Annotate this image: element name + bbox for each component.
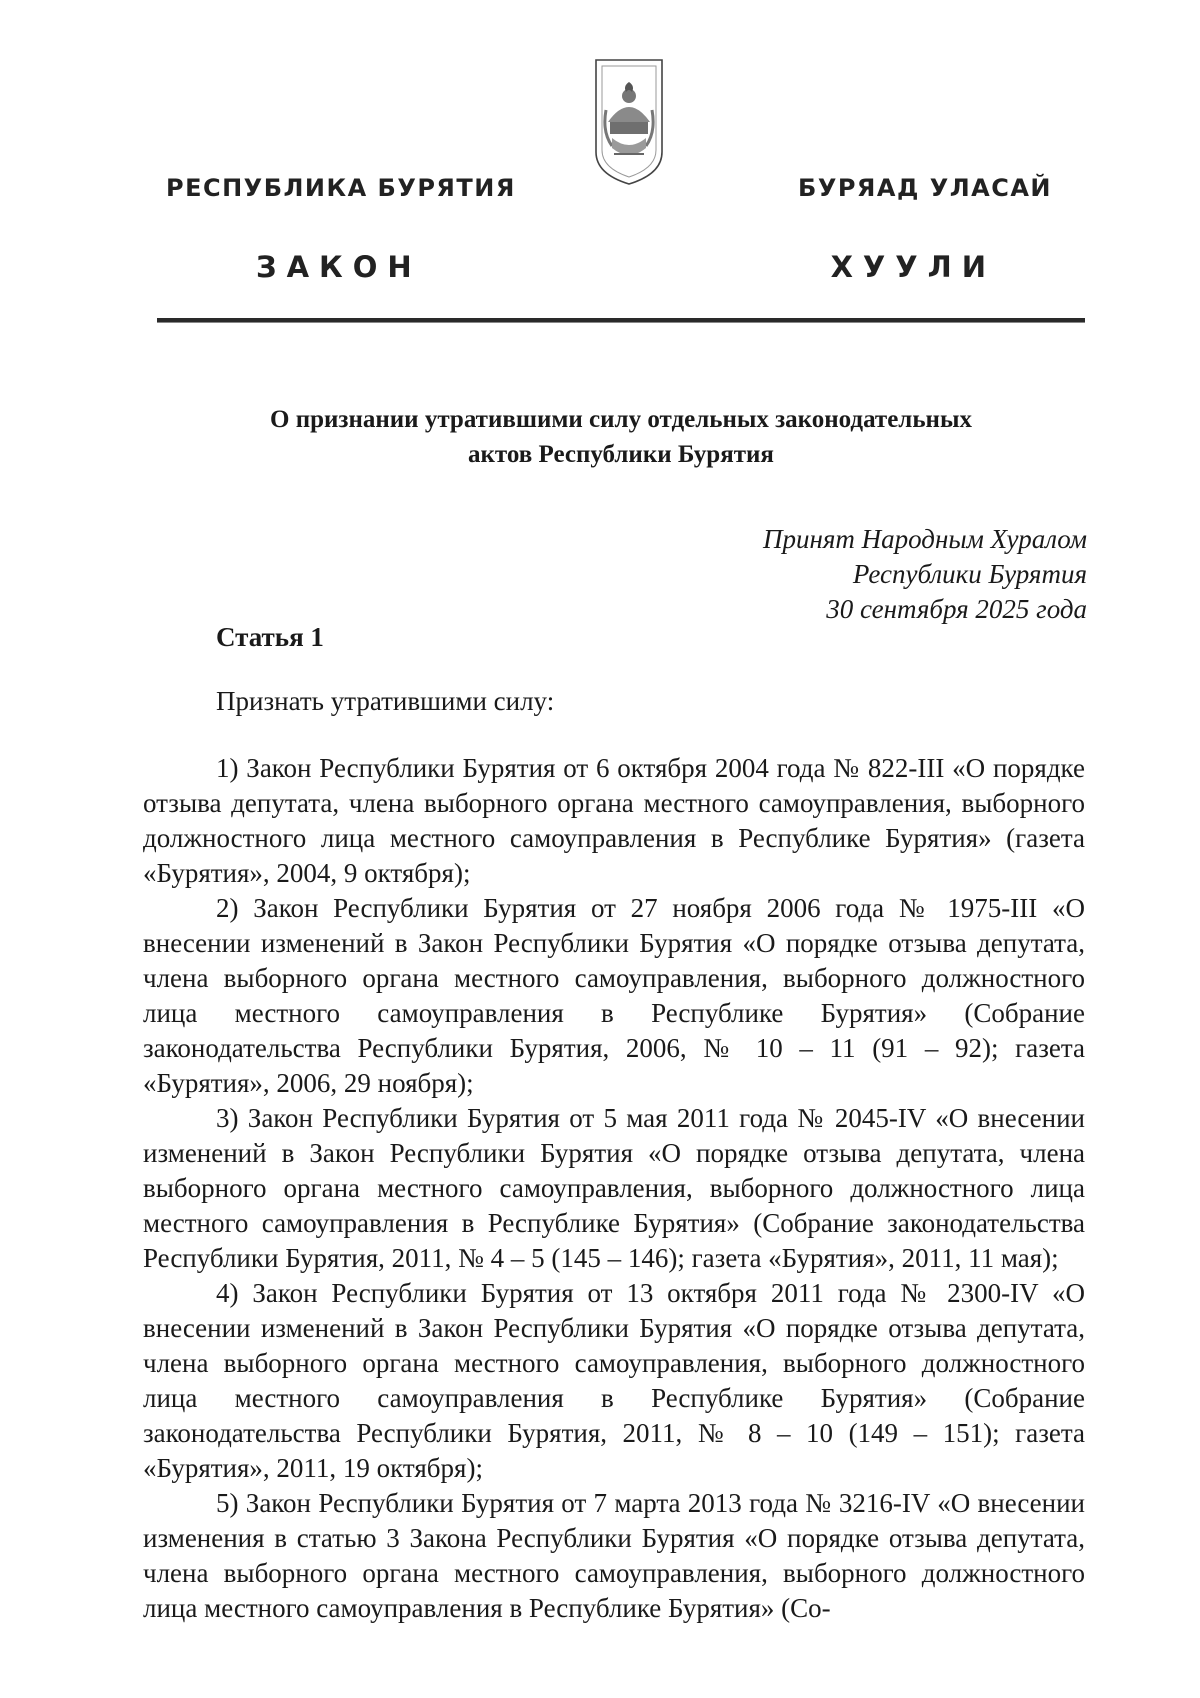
republic-name-bua: БУРЯАД УЛАСАЙ <box>798 174 1052 202</box>
republic-name-ru: РЕСПУБЛИКА БУРЯТИЯ <box>166 174 516 202</box>
law-title-line: актов Республики Бурятия <box>468 441 774 468</box>
header-divider <box>157 318 1085 323</box>
list-item: 1) Закон Республики Бурятия от 6 октября 2004 года № 822-III «О порядке отзыва депутата, члена выборного органа местного самоуправления, выборного должностного лица местного самоуправления в Республике Бурятия» (газета «Бурятия», 2004, 9 октября); <box>143 753 1085 888</box>
adoption-note <box>763 522 1087 627</box>
adoption-line: Принят Народным Хуралом <box>762 524 1087 554</box>
adoption-date: 30 сентября 2025 года <box>826 594 1087 624</box>
law-title <box>157 402 1085 472</box>
coat-of-arms-icon <box>590 52 668 188</box>
list-item: 5) Закон Республики Бурятия от 7 марта 2013 года № 3216-IV «О внесении изменения в статью 3 Закона Республики Бурятия «О порядке отзыва депутата, члена выборного органа местного самоуправления, выборного должностного лица местного самоуправления в Республике Бурятия» (Со- <box>143 1488 1085 1623</box>
article-heading: Статья 1 <box>216 622 324 652</box>
law-label-bua: ХУУЛИ <box>830 250 996 284</box>
adoption-line: Республики Бурятия <box>852 559 1087 589</box>
list-item: 3) Закон Республики Бурятия от 5 мая 2011 года № 2045-IV «О внесении изменений в Закон Республики Бурятия «О порядке отзыва депутата, члена выборного органа местного самоуправления, выборного должностного лица местного самоуправления в Республике Бурятия» (Собрание законодательства Республики Бурятия, 2011, № 4 – 5 (145 – 146); газета «Бурятия», 2011, 11 мая); <box>143 1103 1085 1273</box>
law-title-line: О признании утратившими силу отдельных законодательных <box>270 406 972 433</box>
list-item: 4) Закон Республики Бурятия от 13 октября 2011 года № 2300-IV «О внесении изменений в Закон Республики Бурятия «О порядке отзыва депутата, члена выборного органа местного самоуправления, выборного должностного лица местного самоуправления в Республике Бурятия» (Собрание законодательства Республики Бурятия, 2011, № 8 – 10 (149 – 151); газета «Бурятия», 2011, 19 октября); <box>143 1278 1085 1483</box>
law-label-ru: ЗАКОН <box>256 250 422 284</box>
article-body <box>143 751 1085 1626</box>
list-item: 2) Закон Республики Бурятия от 27 ноября 2006 года № 1975-III «О внесении изменений в Закон Республики Бурятия «О порядке отзыва депутата, члена выборного органа местного самоуправления, выборного должностного лица местного самоуправления в Республике Бурятия» (Собрание законодательства Республики Бурятия, 2006, № 10 – 11 (91 – 92); газета «Бурятия», 2006, 29 ноября); <box>143 893 1085 1098</box>
article-intro: Признать утратившими силу: <box>216 686 555 716</box>
